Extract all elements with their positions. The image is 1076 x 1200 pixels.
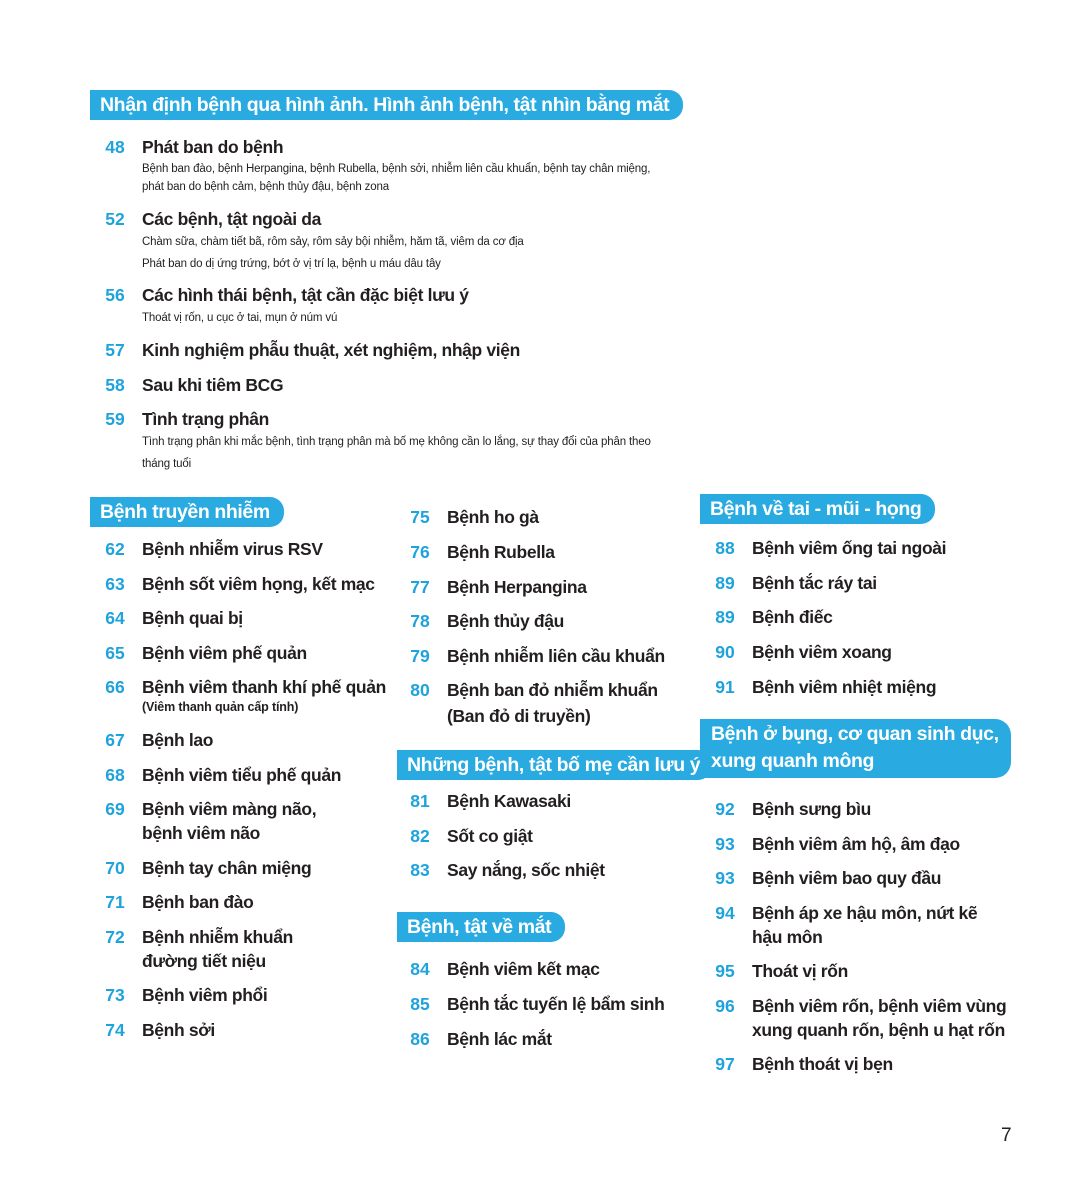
page-ref: 71 — [105, 892, 125, 912]
page-ref: 75 — [410, 507, 430, 527]
entry-title: Tình trạng phân — [142, 409, 269, 429]
entry-subtitle: phát ban do bệnh cảm, bệnh thủy đậu, bệnh zona — [142, 181, 389, 193]
page-ref: 81 — [410, 791, 430, 811]
page-ref: 88 — [715, 538, 735, 558]
page-ref: 83 — [410, 860, 430, 880]
page-ref: 56 — [105, 285, 125, 305]
entry-title: Bệnh viêm phổi — [142, 985, 268, 1005]
entry-title: Bệnh sởi — [142, 1020, 215, 1040]
page-ref: 77 — [410, 577, 430, 597]
page-ref: 89 — [715, 607, 735, 627]
entry-title: Bệnh lác mắt — [447, 1029, 552, 1049]
page-ref: 78 — [410, 611, 430, 631]
entry-title: Sau khi tiêm BCG — [142, 375, 284, 395]
page-ref: 70 — [105, 858, 125, 878]
page-ref: 95 — [715, 961, 735, 981]
section-header-infectious: Bệnh truyền nhiễm — [90, 497, 284, 527]
entry-title: Bệnh tắc tuyến lệ bẩm sinh — [447, 994, 665, 1014]
page-ref: 66 — [105, 677, 125, 697]
entry-title: Bệnh lao — [142, 730, 214, 750]
page-ref: 72 — [105, 927, 125, 947]
entry-title: Bệnh tay chân miệng — [142, 858, 312, 878]
entry-title: Bệnh viêm âm hộ, âm đạo — [752, 834, 960, 854]
entry-subtitle: Chàm sữa, chàm tiết bã, rôm sảy, rôm sảy bội nhiễm, hăm tã, viêm da cơ địa — [142, 236, 524, 248]
page-ref: 58 — [105, 375, 125, 395]
page-ref: 57 — [105, 340, 125, 360]
section-header-eye-diseases: Bệnh, tật về mắt — [397, 912, 565, 942]
entry-subtitle: Bệnh ban đào, bệnh Herpangina, bệnh Rubella, bệnh sởi, nhiễm liên cầu khuẩn, bệnh tay chân miệng, — [142, 163, 651, 175]
section-header-parental-attention: Những bệnh, tật bố mẹ cần lưu ý — [397, 750, 712, 780]
page-ref: 69 — [105, 799, 125, 819]
page-ref: 89 — [715, 573, 735, 593]
page-ref: 68 — [105, 765, 125, 785]
entry-title: Bệnh viêm kết mạc — [447, 959, 600, 979]
entry-subtitle: tháng tuổi — [142, 458, 192, 470]
entry-title: Các bệnh, tật ngoài da — [142, 209, 321, 229]
page-ref: 97 — [715, 1054, 735, 1074]
page-ref: 92 — [715, 799, 735, 819]
entry-subtitle: Tình trạng phân khi mắc bệnh, tình trạng phân mà bố mẹ không cần lo lắng, sự thay đổi của phân theo — [142, 436, 651, 448]
entry-title: Bệnh viêm thanh khí phế quản — [142, 677, 386, 697]
entry-title: hậu môn — [752, 927, 823, 947]
page-ref: 82 — [410, 826, 430, 846]
page-ref: 76 — [410, 542, 430, 562]
page-ref: 85 — [410, 994, 430, 1014]
entry-title: Bệnh Kawasaki — [447, 791, 571, 811]
page-ref: 94 — [715, 903, 735, 923]
entry-title: Bệnh sốt viêm họng, kết mạc — [142, 574, 375, 594]
section-header-visual-diagnosis: Nhận định bệnh qua hình ảnh. Hình ảnh bệnh, tật nhìn bằng mắt — [90, 90, 683, 120]
entry-title: Bệnh ban đỏ nhiễm khuẩn — [447, 680, 658, 700]
entry-title: Các hình thái bệnh, tật cần đặc biệt lưu ý — [142, 285, 469, 305]
entry-title: đường tiết niệu — [142, 951, 266, 971]
page-ref: 86 — [410, 1029, 430, 1049]
page-ref: 96 — [715, 996, 735, 1016]
page-ref: 91 — [715, 677, 735, 697]
entry-title: Bệnh viêm nhiệt miệng — [752, 677, 937, 697]
page-ref: 63 — [105, 574, 125, 594]
entry-title: Thoát vị rốn — [752, 961, 848, 981]
entry-title: Bệnh viêm màng não, — [142, 799, 317, 819]
entry-title: Bệnh nhiễm khuẩn — [142, 927, 293, 947]
entry-title: Bệnh áp xe hậu môn, nứt kẽ — [752, 903, 978, 923]
entry-title: xung quanh rốn, bệnh u hạt rốn — [752, 1020, 1005, 1040]
page-ref: 74 — [105, 1020, 125, 1040]
entry-title: Bệnh Herpangina — [447, 577, 587, 597]
section-header-ent: Bệnh về tai - mũi - họng — [700, 494, 935, 524]
entry-title: Bệnh viêm tiểu phế quản — [142, 765, 342, 785]
entry-title: Bệnh nhiễm virus RSV — [142, 539, 323, 559]
page-number: 7 — [1001, 1125, 1012, 1146]
entry-title: Bệnh quai bị — [142, 608, 243, 628]
page-ref: 79 — [410, 646, 430, 666]
entry-title: Bệnh Rubella — [447, 542, 555, 562]
entry-title: Phát ban do bệnh — [142, 137, 284, 157]
entry-title: Bệnh thủy đậu — [447, 611, 564, 631]
entry-title: Bệnh ho gà — [447, 507, 539, 527]
entry-title: Bệnh viêm rốn, bệnh viêm vùng — [752, 996, 1007, 1016]
entry-subtitle: (Viêm thanh quản cấp tính) — [142, 700, 299, 714]
entry-title: Bệnh ban đào — [142, 892, 254, 912]
header-line: xung quanh mông — [711, 750, 874, 772]
entry-title: Say nắng, sốc nhiệt — [447, 860, 605, 880]
page-ref: 90 — [715, 642, 735, 662]
page-ref: 80 — [410, 680, 430, 700]
page-ref: 73 — [105, 985, 125, 1005]
page-ref: 67 — [105, 730, 125, 750]
entry-title: Bệnh sưng bìu — [752, 799, 871, 819]
entry-title: (Ban đỏ di truyền) — [447, 706, 591, 726]
entry-title: Bệnh tắc ráy tai — [752, 573, 877, 593]
section-header-abdomen-genital — [700, 719, 1011, 778]
entry-title: Bệnh nhiễm liên cầu khuẩn — [447, 646, 665, 666]
entry-title: Bệnh điếc — [752, 607, 833, 627]
entry-title: Sốt co giật — [447, 826, 533, 846]
page-ref: 65 — [105, 643, 125, 663]
entry-title: Bệnh viêm xoang — [752, 642, 892, 662]
page-ref: 52 — [105, 209, 125, 229]
entry-title: Bệnh viêm bao quy đầu — [752, 868, 942, 888]
entry-subtitle: Phát ban do dị ứng trứng, bớt ở vị trí lạ, bệnh u máu dâu tây — [142, 258, 441, 270]
page-ref: 64 — [105, 608, 125, 628]
page-ref: 48 — [105, 137, 125, 157]
page-ref: 93 — [715, 834, 735, 854]
entry-title: Bệnh thoát vị bẹn — [752, 1054, 893, 1074]
entry-title: Bệnh viêm ống tai ngoài — [752, 538, 947, 558]
entry-title: Bệnh viêm phế quản — [142, 643, 307, 663]
entry-subtitle: Thoát vị rốn, u cục ở tai, mụn ở núm vú — [142, 312, 338, 324]
page-ref: 93 — [715, 868, 735, 888]
page-ref: 84 — [410, 959, 430, 979]
entry-title: bệnh viêm não — [142, 823, 260, 843]
entry-title: Kinh nghiệm phẫu thuật, xét nghiệm, nhập viện — [142, 340, 521, 360]
page-ref: 59 — [105, 409, 125, 429]
page-ref: 62 — [105, 539, 125, 559]
header-line: Bệnh ở bụng, cơ quan sinh dục, — [711, 723, 999, 745]
